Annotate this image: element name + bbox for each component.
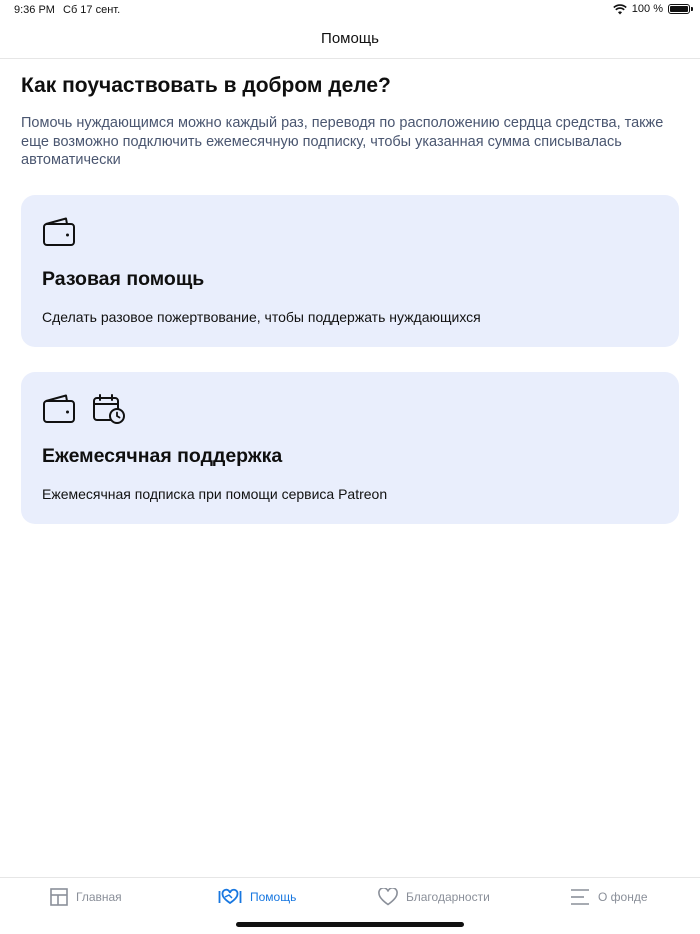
nav-title: Помощь (321, 30, 379, 47)
card-icons (42, 394, 126, 424)
status-bar (0, 0, 700, 22)
monthly-support-card[interactable] (21, 372, 679, 524)
card-description: Сделать разовое пожертвование, чтобы поддержать нуждающихся (42, 309, 481, 325)
status-time: 9:36 PM (14, 4, 55, 16)
card-title: Разовая помощь (42, 268, 205, 290)
menu-icon (570, 888, 590, 906)
tab-label: Главная (76, 890, 122, 904)
status-date: Сб 17 сент. (63, 4, 121, 16)
heart-hand-icon (218, 888, 242, 906)
status-right (613, 3, 690, 15)
navigation-bar (0, 22, 700, 59)
tab-thanks[interactable] (378, 888, 490, 906)
one-time-help-card[interactable] (21, 195, 679, 347)
home-indicator[interactable] (236, 922, 464, 927)
layout-icon (50, 888, 68, 906)
battery-percent: 100 % (631, 3, 663, 15)
tab-home[interactable] (50, 888, 122, 906)
tab-label: О фонде (598, 890, 648, 904)
intro-text: Помочь нуждающимся можно каждый раз, переводя по расположению сердца средства, также еще возможно подключить ежемесячную подписку, чтобы указанная сумма списывалась автоматически (21, 115, 664, 168)
calendar-clock-icon (92, 394, 126, 424)
tab-help[interactable] (218, 888, 296, 906)
page-heading: Как поучаствовать в добром деле? (21, 74, 391, 97)
tab-label: Помощь (250, 890, 297, 904)
card-title: Ежемесячная поддержка (42, 445, 283, 467)
main-content (21, 58, 679, 170)
wifi-icon (613, 4, 627, 15)
wallet-icon (42, 394, 76, 424)
card-description: Ежемесячная подписка при помощи сервиса Patreon (42, 486, 388, 502)
card-icons (42, 217, 76, 247)
tab-about[interactable] (570, 888, 648, 906)
battery-icon (668, 4, 690, 14)
tab-label: Благодарности (406, 890, 490, 904)
wallet-icon (42, 217, 76, 247)
tab-bar (0, 877, 700, 934)
heart-icon (378, 888, 398, 906)
